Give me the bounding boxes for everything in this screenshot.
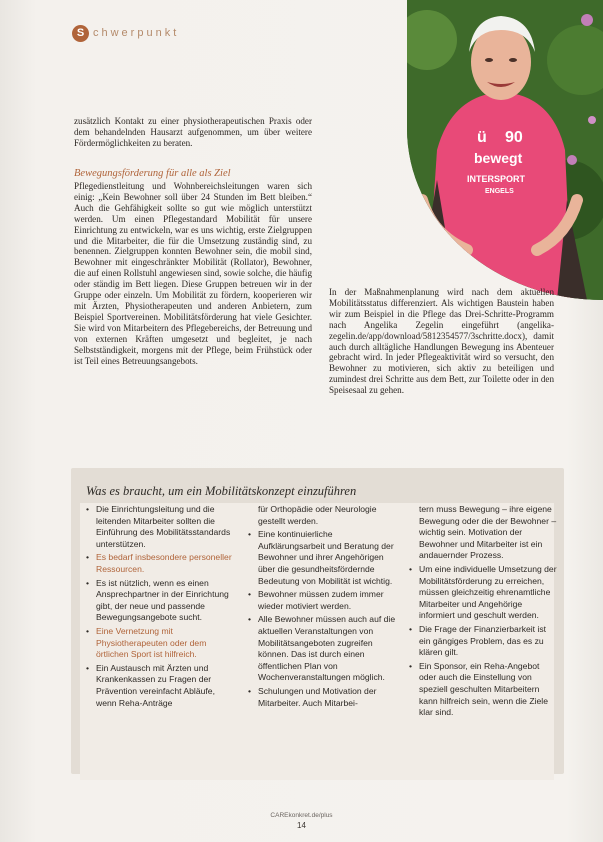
list-item: • Eine Vernetzung mit Physiotherapeuten oder dem örtlichen Sport ist hilfreich. [84, 626, 234, 661]
list-item: • Die Einrichtungsleitung und die leitenden Mitarbeiter sollten die Einführung des Mobilitätsstandards unterstützen. [84, 504, 234, 550]
svg-text:90: 90 [505, 129, 523, 146]
info-box-title: Was es braucht, um ein Mobilitätskonzept einzuführen [86, 484, 357, 498]
info-box-column-1 [84, 504, 234, 711]
svg-text:bewegt: bewegt [474, 150, 523, 166]
page-number: 14 [297, 821, 306, 830]
list-item-continuation: für Orthopädie oder Neurologie gestellt werden. [258, 504, 377, 526]
photo-illustration [407, 0, 603, 300]
svg-text:ENGELS: ENGELS [485, 188, 514, 195]
section-label: chwerpunkt [93, 27, 180, 39]
list-item: • Ein Sponsor, ein Reha-Angebot oder auch die Einstellung von speziell geschulten Mitarbeitern kann hilfreich sein, wenn die Ziele klar sind. [407, 661, 557, 719]
list-item: • Es bedarf insbesondere personeller Ressourcen. [84, 552, 234, 575]
section-logo: S [72, 25, 89, 42]
list-item: • Um eine individuelle Umsetzung der Mobilitätsförderung zu erreichen, müssen gleichzeitig ehrenamtliche Mitarbeiter und Angehörige informiert und geschult werden. [407, 564, 557, 622]
intro-paragraph: zusätzlich Kontakt zu einer physiotherapeutischen Praxis oder dem behandelnden Hausarzt aufgenommen, um über weitere Fördermöglichkeiten zu beraten. [74, 116, 312, 148]
info-box-column-2 [246, 504, 398, 711]
svg-text:ü: ü [477, 129, 487, 146]
svg-text:INTERSPORT: INTERSPORT [467, 174, 526, 184]
photo-senior-woman [407, 0, 603, 300]
section-heading: Bewegungsförderung für alle als Ziel [74, 168, 231, 179]
list-item: • Ein Austausch mit Ärzten und Krankenkassen zu Fragen der Prävention vereinfacht Abläufe, wenn Reha-Anträge [84, 663, 234, 709]
list-item: • Die Frage der Finanzierbarkeit ist ein gängiges Problem, das es zu klären gilt. [407, 624, 557, 659]
list-item: • Eine kontinuierliche Aufklärungsarbeit und Beratung der Bewohner und ihrer Angehörigen über die gesundheitsfördernde Bedeutung von Mobilität ist wichtig. [246, 529, 398, 587]
list-item: • Schulungen und Motivation der Mitarbeiter. Auch Mitarbei- [246, 686, 398, 709]
main-paragraph: Pflegedienstleitung und Wohnbereichsleitungen waren sich einig: „Kein Bewohner soll über 24 Stunden im Bett bleiben.“ Auch die Gehfähigkeit sollte so gut wie möglich unterstützt werden. Um einen Pflegestandard Mobilität für unsere Einrichtung zu entwickeln, war es uns wichtig, erste Zielgruppen und die Mitarbeiter, die für die Umsetzung zuständig sind, zu benennen. Zielgruppen konnten Bewohner sein, die mobil sind, Bewohner mit eingeschränkter Mobilität (Rollator), Bewohner, die auf einen Rollstuhl angewiesen sind, sowie solche, die häufig oder ständig im Bett liegen. Diese Gruppen betreuen wir in der Gruppe oder einzeln. Um Mobilität zu fördern, kooperieren wir mit Ärzten, Physiotherapeuten und anderen Anbietern, zum Beispiel Sportvereinen. Mobilitätsförderung hat viele Gesichter. Sie wird von Mitarbeitern des Pflegebereichs, der Betreuung und von externen Kräften umgesetzt und begleitet, je nach Selbstständigkeit, morgens mit der Pflege, beim Frühstück oder ist Teil eines Betreuungsangebots. [74, 181, 312, 366]
footer-url: CAREkonkret.de/plus [270, 812, 333, 819]
list-item: • Bewohner müssen zudem immer wieder motiviert werden. [246, 589, 398, 612]
list-item: • Alle Bewohner müssen auch auf die aktuellen Veranstaltungen von Mobilitätsangeboten zugreifen können. Das ist durch einen öffentlichen Plan von Wochenveranstaltungen möglich. [246, 614, 398, 684]
list-item-continuation: tern muss Bewegung – ihre eigene Bewegung oder die der Bewohner – wichtig sein. Motivation der Bewohner und Mitarbeiter ist ein andauernder Prozess. [419, 504, 557, 561]
list-item: • Es ist nützlich, wenn es einen Ansprechpartner in der Einrichtung gibt, der neue und passende Bewegungsangebote sucht. [84, 578, 234, 624]
info-box-column-3 [407, 504, 557, 721]
right-paragraph: In der Maßnahmenplanung wird nach dem aktuellen Mobilitätsstatus differenziert. Als wichtigen Baustein haben wir zum Beispiel in die Pflege das Drei-Schritte-Programm nach Angelika Zegelin eingeführt (angelika-zegelin.de/app/download/5812354577/3schritte.docx), damit auch durch alltägliche Handlungen Bewegung ins Abenteuer gebracht wird. In jeder Pflegeaktivität wird so versucht, den Bewohner zu motivieren, sich aktiv zu beteiligen und zumindest drei Schritte aus dem Bett, zur Toilette oder in den Speisesaal zu gehen. [329, 287, 554, 396]
